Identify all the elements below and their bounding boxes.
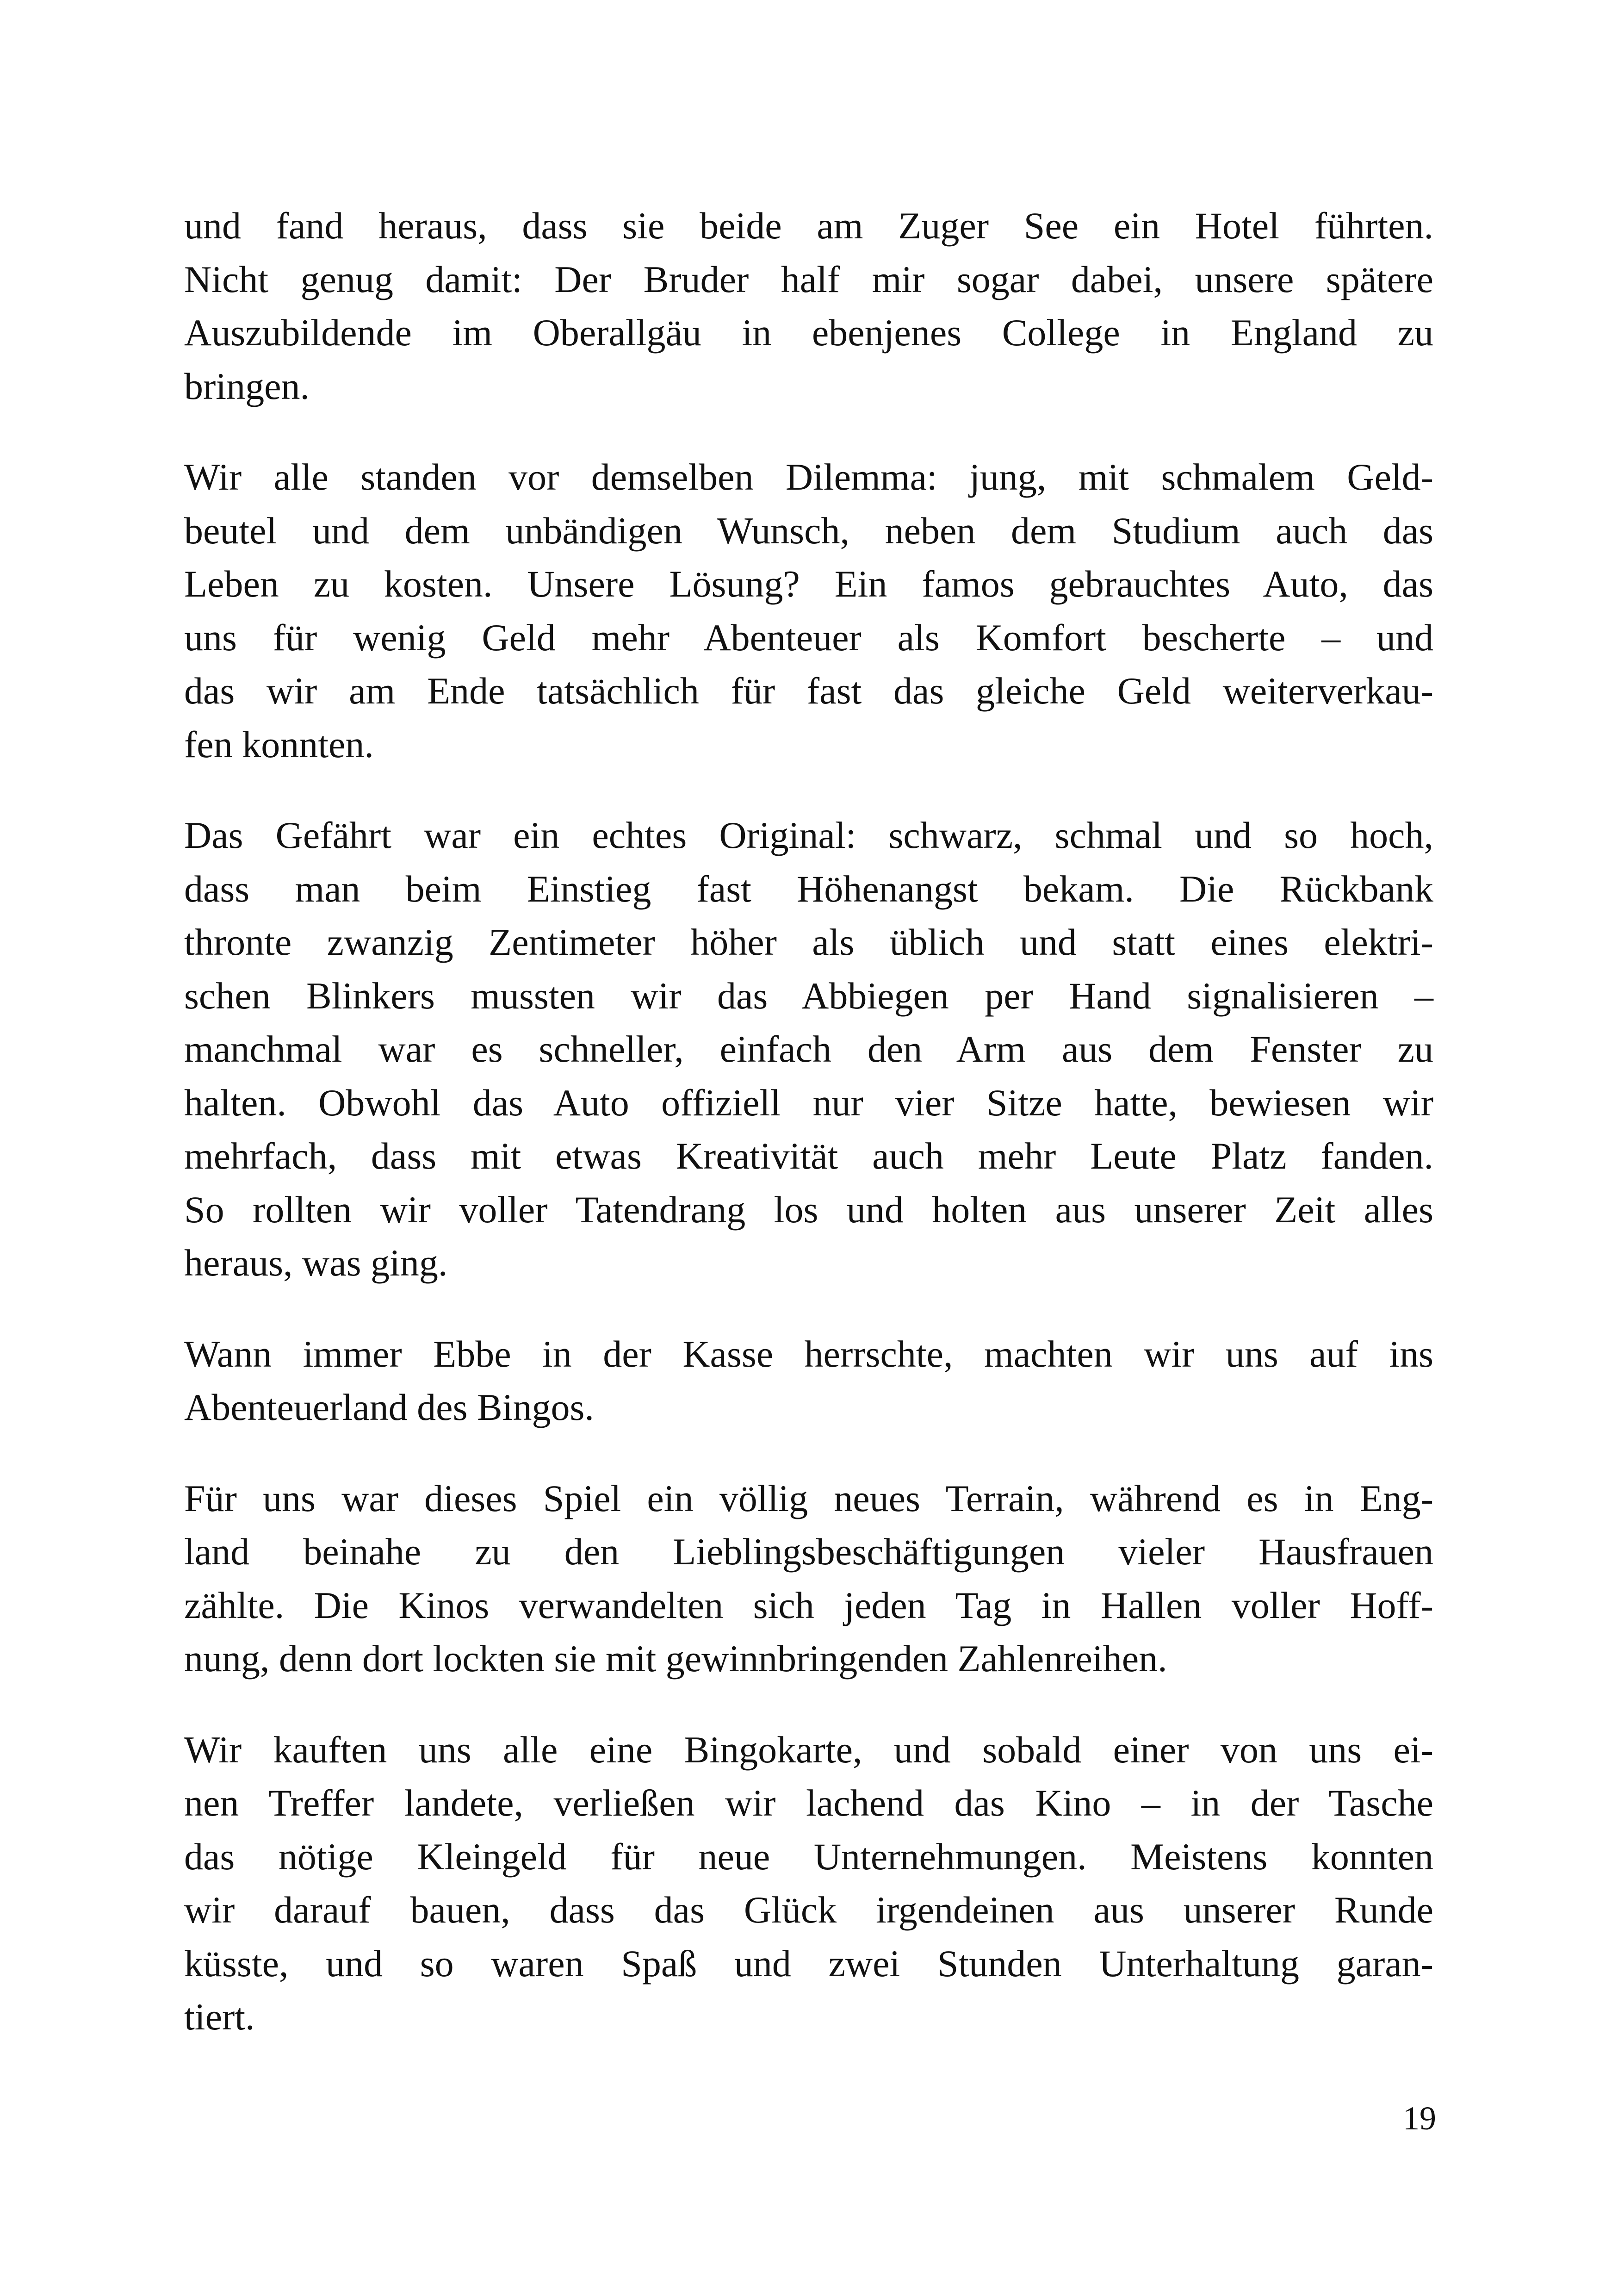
paragraph-1 bbox=[184, 199, 1433, 413]
text-line: Für uns war dieses Spiel ein völlig neues Terrain, während es in Eng- bbox=[184, 1477, 1433, 1519]
text-line: fen konnten. bbox=[184, 723, 374, 765]
text-line: tiert. bbox=[184, 1996, 255, 2038]
text-line: und fand heraus, dass sie beide am Zuger See ein Hotel führten. bbox=[184, 205, 1433, 247]
paragraph-5 bbox=[184, 1472, 1433, 1686]
text-line: schen Blinkers mussten wir das Abbiegen per Hand signalisieren – bbox=[184, 974, 1433, 1017]
text-line: Das Gefährt war ein echtes Original: schwarz, schmal und so hoch, bbox=[184, 814, 1433, 856]
paragraph-4 bbox=[184, 1327, 1433, 1434]
text-line: Leben zu kosten. Unsere Lösung? Ein famos gebrauchtes Auto, das bbox=[184, 563, 1433, 605]
text-line: Wann immer Ebbe in der Kasse herrschte, machten wir uns auf ins bbox=[184, 1332, 1433, 1375]
text-line: mehrfach, dass mit etwas Kreativität auch mehr Leute Platz fanden. bbox=[184, 1135, 1433, 1177]
text-line: zählte. Die Kinos verwandelten sich jeden Tag in Hallen voller Hoff- bbox=[184, 1584, 1433, 1626]
text-line: manchmal war es schneller, einfach den Arm aus dem Fenster zu bbox=[184, 1028, 1433, 1070]
text-line: uns für wenig Geld mehr Abenteuer als Komfort bescherte – und bbox=[184, 616, 1433, 659]
text-line: küsste, und so waren Spaß und zwei Stunden Unterhaltung garan- bbox=[184, 1942, 1433, 1985]
text-line: land beinahe zu den Lieblingsbeschäftigungen vieler Hausfrauen bbox=[184, 1531, 1433, 1573]
text-line: beutel und dem unbändigen Wunsch, neben dem Studium auch das bbox=[184, 509, 1433, 552]
text-line: das wir am Ende tatsächlich für fast das gleiche Geld weiterverkau- bbox=[184, 670, 1433, 712]
text-line: dass man beim Einstieg fast Höhenangst bekam. Die Rückbank bbox=[184, 867, 1433, 910]
paragraph-3 bbox=[184, 809, 1433, 1290]
paragraph-2 bbox=[184, 450, 1433, 771]
text-line: bringen. bbox=[184, 365, 310, 407]
text-line: Abenteuerland des Bingos. bbox=[184, 1386, 594, 1428]
text-line: So rollten wir voller Tatendrang los und holten aus unserer Zeit alles bbox=[184, 1188, 1433, 1231]
text-line: nung, denn dort lockten sie mit gewinnbringenden Zahlenreihen. bbox=[184, 1637, 1167, 1680]
text-line: thronte zwanzig Zentimeter höher als üblich und statt eines elektri- bbox=[184, 921, 1433, 963]
text-line: Wir kauften uns alle eine Bingokarte, und sobald einer von uns ei- bbox=[184, 1728, 1433, 1771]
body-text bbox=[184, 199, 1433, 2081]
text-line: das nötige Kleingeld für neue Unternehmungen. Meistens konnten bbox=[184, 1835, 1433, 1878]
paragraph-6 bbox=[184, 1723, 1433, 2044]
text-line: wir darauf bauen, dass das Glück irgendeinen aus unserer Runde bbox=[184, 1889, 1433, 1931]
page-number: 19 bbox=[1403, 2100, 1436, 2137]
text-line: heraus, was ging. bbox=[184, 1242, 448, 1284]
text-line: Wir alle standen vor demselben Dilemma: jung, mit schmalem Geld- bbox=[184, 456, 1433, 498]
text-line: Auszubildende im Oberallgäu in ebenjenes College in England zu bbox=[184, 311, 1433, 354]
text-line: nen Treffer landete, verließen wir lachend das Kino – in der Tasche bbox=[184, 1782, 1433, 1824]
text-line: halten. Obwohl das Auto offiziell nur vier Sitze hatte, bewiesen wir bbox=[184, 1081, 1433, 1124]
text-line: Nicht genug damit: Der Bruder half mir sogar dabei, unsere spätere bbox=[184, 258, 1433, 300]
